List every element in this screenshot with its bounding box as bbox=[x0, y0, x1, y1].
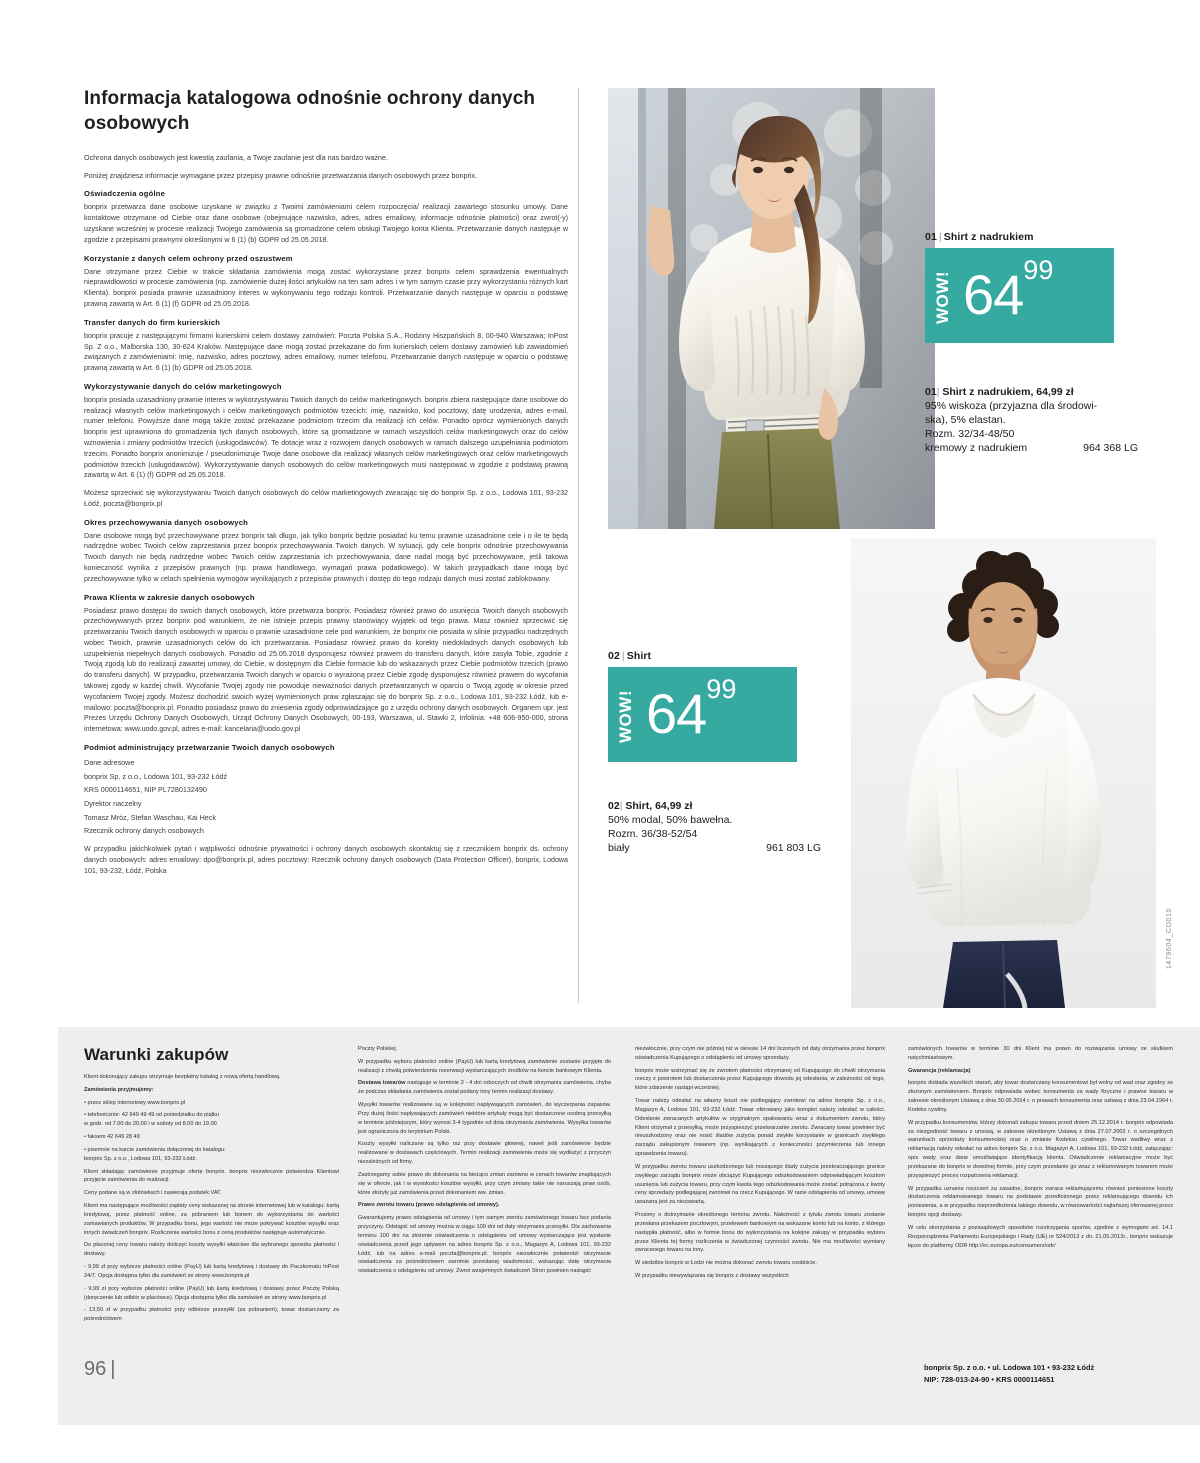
terms-c4-b: bonprix dokłada wszelkich starań, aby towar dostarczany konsumentowi był wolny od wad oraz zgodny ze złożonym zamówieniem. Bonprix odpowiada wobec konsumenta za wady fizyczne i prawne towaru w zakresie określonym Ustawą z dnia 30.05.2014 r. o prawach konsumenta oraz ustawą z dnia 23.04.1964 r. Kodeks cywilny. bbox=[908, 1080, 1173, 1113]
terms-rate-3: - 13,50 zł w przypadku płatności przy odbiorze przesyłki (za pobraniem), towar dostarczamy za pośrednictwem bbox=[84, 1307, 339, 1323]
product-02-size: Rozm. 36/38-52/54 bbox=[608, 827, 698, 840]
privacy-heading-retention: Okres przechowywania danych osobowych bbox=[84, 517, 248, 527]
product-02-desc-number: 02 bbox=[608, 800, 620, 812]
product-02-color-article-row bbox=[608, 842, 821, 856]
terms-order-item-3: • faksem 42 649 28 49 bbox=[84, 1134, 140, 1141]
privacy-body-fraud: Dane otrzymane przez Ciebie w trakcie składania zamówienia mogą zostać wykorzystane przez bonprix celem sprawdzenia ewentualnych nieprawidłowości w procesie zamówienia (np. zamówienie dużej ilości artykułów na ten sam adres i w tym samym czasie przy wykorzystaniu różnych kart Klienta). bonprix posiada prawnie uzasadniony interes w wykonywaniu tego rodzaju kontroli. Przetwarzanie danych następuje w oparciu o podstawę prawną zawartą w Art. 6 (1) (f) GDPR od 25.05.2018. bbox=[84, 267, 568, 308]
product-01-material-line-2: ska), 5% elastan. bbox=[925, 413, 1006, 426]
terms-c2-d: Zastrzegamy sobie prawo do dokonania na bieżąco zmian zarówno w cenach towarów znajdujących się w ofercie, jak i w wysokości kosztów wysyłki, przy czym zmiany takie nie naruszają praw osób, które złożyły już zamówienia przed dokonaniem ww. zmian. bbox=[358, 1171, 611, 1196]
product-02-description bbox=[608, 800, 858, 856]
terms-c3-d: W przypadku zwrotu towaru uszkodzonego lub noszącego ślady zużycia przekraczającego granice zwykłego zarządu bonprix może obciążyć Kupującego odszkodowaniem odpowiadającym kosztom usunięcia lub zużycia towaru, przy czym kwota tego odszkodowania może zostać potrącona z kwoty ceny sprzedaży podlegającej zwrotowi na rzecz Kupującego. W razie odstąpienia od umowy, umowę uważana jest za niezawartą. bbox=[635, 1163, 885, 1206]
page-number: 96 | bbox=[84, 1358, 116, 1380]
product-02-price-badge bbox=[608, 667, 797, 762]
terms-delivery-body: nastąpuje w terminie 2 - 4 dni roboczych od chwili otrzymania zamówienia, chyba że podczas składania zamówienia został podany inny termin realizacji dostawy. bbox=[358, 1080, 611, 1096]
product-01-desc-title: 01| Shirt z nadrukiem, 64,99 zł bbox=[925, 386, 1074, 398]
model-photo-02-graphic bbox=[851, 538, 1156, 1008]
terms-guarantee-heading: Gwarancja (reklamacja) bbox=[908, 1067, 971, 1074]
terms-c2-c: Koszty wysyłki naliczane są tylko raz przy dostawie głównej, nawet jeśli zamówienie będzie realizowane w dostawach częściowych. Termin realizacji zamówienia może się wydłużyć z przyczyn niezależnych od firmy. bbox=[358, 1141, 611, 1166]
terms-column-2 bbox=[358, 1045, 611, 1280]
privacy-body-rights: Posiadasz prawo dostępu do swoich danych osobowych, które przetwarza bonprix. Posiadasz również prawo do usunięcia Twoich danych osobowych przechowywanych przez bonprix pod warunkiem, że nie istnieje przepis prawny stanowiący wyjątek od tego prawa. Masz również sprzeciwić się przetwarzaniu Twoich danych osobowych w oparciu o prawnie uzasadnione cele pod warunkiem, że bonprix nie posiada w silnie przypadku nadrzędnych wobec Twoich, prawnie uzasadnionych celów do ich przetwarzania. Posiadasz również prawo do korekty niedokładnych danych osobowych lub uzupełnienia niepełnych danych osobowych. Ponadto od 25.05.2018 dysponujesz również prawem do transferu danych, które zasyła Tobie, zgodnie z Twoją zgodą lub do realizacji zawartej umowy, do Ciebie, w dostępnym dla Ciebie formacie lub do wskazanych przez Ciebie podmiotów trzecich (prawo do transferu danych). W przypadku, przetwarzania Twoich danych w oparciu o wyrażoną przez Ciebie zgodę dysponujesz również prawem do wycofania takowej zgody w każdej chwili. Wycofanie Twojej zgody nie powoduje nieważności danych przetwarzanych w oparciu o Twoją zgodę w okresie przed wycofaniem Twojej zgody. Możesz dochodzić swoich wyżej wymienionych praw zgłaszając się do bonprix Sp. z o.o., Lodowa 101, 93-232 Łódź, lub e-mailowo: poczta@bonprix.pl. Ponadto posiadasz prawo do zniesienia zgody odprowiadzające go z urzędu ochrony danych osobowych. Organem upr. jest Prezes Urzędu Ochrony Danych Osobowych, Urząd Ochrony Danych Osobowych, 00-193, Warszawa, ul. Stawki 2, Infolinia: +48 606-950-000, strona internetowa: www.uodo.gov.pl, adres e-mail: kancelaria@uodo.gov.pl bbox=[84, 606, 568, 734]
privacy-body-retention: Dane osobowe mogą być przechowywane przez bonprix tak długo, jak tylko bonprix będzie posiadać ku temu prawnie uzasadnione cele i o ile te będą nadrzędne wobec Twoich celów zaprzestania przez bonprix przechowywania Twoich danych. W sytuacji, gdy cele bonprix odnośnie przechowywania Twoich danych nie będą nadrzędne wobec Twoich celów zaprzestania ich przechowywania, dane nadal mogą być przechowywane, jeśli takowa konieczność wynika z przepisów prawnych (np. prawa handlowego, wymagań prawa podatkowego). W takich przypadkach dane mogą być przechowywane tylko w celach spełnienia wymogów wynikających z przepisów prawnych i dostęp do tego rodzaju danych musi zostać zablokowany. bbox=[84, 531, 568, 583]
terms-order-item-2: w godz. od 7.00 do 20.00 i w soboty od 8.00 do 19.00 bbox=[84, 1121, 217, 1128]
privacy-heading-controller: Podmiot administrujący przetwarzanie Twoich danych osobowych bbox=[84, 742, 335, 752]
privacy-body-couriers: bonprix pracuje z następującymi firmami kurierskimi celem dostawy zamówień: Poczta Polska S.A., Rodziny Hiszpańskich 8, 00-940 Warszawa; InPost Sp. Z o.o., Malborska 130, 30-624 Kraków. Następujące dane mogą zostać przekazane do firm kurierskich celem dostawy zamówień lub zawiadomień związanych z zamówieniami: imię, nazwisko, adres pocztowy, adres emailowy, numer telefonu. Przetwarzanie danych następuje w oparciu o podstawę prawną zawartą w Art. 6 (1) (b) GDPR od 25.05.2018. bbox=[84, 331, 568, 373]
page-title: Informacja katalogowa odnośnie ochrony danych osobowych bbox=[84, 88, 536, 135]
terms-prices: Ceny podane są w złotówkach i zawierają podatek VAT. bbox=[84, 1190, 222, 1197]
product-02-price-decimal: 99 bbox=[706, 674, 737, 704]
product-02-desc-name: Shirt, 64,99 zł bbox=[625, 800, 693, 812]
terms-return-body: Gwarantujemy prawo odstąpienia od umowy i tym samym zwrotu zamówionego towaru bez podania przyczyny. Odstąpić od umowy można w ciągu 100 dni od daty otrzymania przesyłki. Dla zachowania terminu 100 dni na złożenie oświadczenia o odstąpieniu od umowy wystarczające jest wysłanie oświadczenia przed jego upływem na adres bonprix Sp. z o.o., Magazyn A, Lodowa 101, 93-232 Łódź, lub na adres e-mail poczta@bonprix.pl. bonprix niezwłocznie potwierdzi otrzymanie oświadczenia za pośrednictwem zwrotnie przesłanej wiadomości, wskazując datę otrzymania oświadczenia o odstąpieniu od umowy. Zwrot wzajemnych świadczeń Stron powinien nastąpić bbox=[358, 1215, 611, 1275]
controller-line-2: KRS 0000114651, NIP PL7280132490 bbox=[84, 785, 207, 795]
product-block-01 bbox=[925, 231, 1175, 343]
product-01-price bbox=[961, 248, 1114, 343]
terms-c2-b: Wysyłki towarów realizowane są w kolejności napływających zamówień, do wyczerpania zapasów. Przy dużej ilości napływających zamówień niektóre artykuły mogą być dostarczone osobną przesyłką w terminie późniejszym, który wynosi 3-4 tygodnie od dnia otrzymania zamówienia. Wysyłka towarów jest ograniczona do terytorium Polski. bbox=[358, 1102, 611, 1135]
product-01-name: Shirt z nadrukiem bbox=[943, 231, 1034, 243]
privacy-body-general: bonprix przetwarza dane osobowe uzyskane w związku z Twoimi zamówieniami celem rozpoczęcia/ realizacji zawartego stosunku umowy. Dane kontaktowe otrzymane od Ciebie oraz dane osobowe (obejmujące nazwisko, adres, adres emailowy, informacje odnośnie płatności) oraz zwrot(-y) uzyskane wcześniej w procesie realizacji Twojego zamówienia są gromadzone celem obsługi Twojego konta Klienta. Przetwarzanie danych następuje w zgodzie z przepisami prawnymi określonymi w 6 (1) (b) GDPR od 25.05.2018. bbox=[84, 203, 568, 244]
privacy-dpo-note: W przypadku jakichkolwiek pytań i wątpliwości odnośnie prywatności i ochrony danych osobowych skontaktuj się z rzecznikiem bonprix ds. ochrony danych osobowych: adres emailowy: dpo@bonprix.pl, adres pocztowy: Rzecznik ochrony danych osobowych (Data Protection Officer), bonprix, Lodowa 101, 93-232, Łódź, Polska bbox=[84, 844, 568, 875]
terms-column-3 bbox=[635, 1045, 885, 1285]
product-01-description bbox=[925, 386, 1175, 456]
terms-c2-payu: W przypadku wyboru płatności online (PayU) lub kartą kredytową zamówienie zostanie przyjęte do realizacji z chwilą potwierdzenia rezerwacji wystarczających środków na koncie bankowym Klienta. bbox=[358, 1058, 611, 1074]
terms-c3-f: W siedzibie bonprix w Łodzi nie można dokonać zwrotu towaru osobiście. bbox=[635, 1260, 817, 1267]
terms-c4-e: W celu skorzystania z pozasądowych sposobów rozstrzygania sporów, zgodnie z wymogami art. 14.1 Rozporządzenia Parlamentu Europejskiego i Rady (UE) nr 524/2013 z dn. 21.05.2013r., bonprix wskazuje łącze do platformy ODR http://ec.europa.eu/consumers/odr/ bbox=[908, 1224, 1173, 1249]
product-02-desc-title: 02| Shirt, 64,99 zł bbox=[608, 800, 693, 812]
terms-shipping-cost: Do płaconej ceny towaru należy doliczyć koszty wysyłki właściwe dla wybranego sposobu płatności i dostawy. bbox=[84, 1242, 339, 1258]
product-01-number: 01 bbox=[925, 231, 937, 243]
privacy-heading-couriers: Transfer danych do firm kurierskich bbox=[84, 317, 221, 327]
product-photo-02 bbox=[851, 538, 1156, 1008]
terms-accept: Klient składając zamówienie przyjmuje ofertę bonprix. bonprix niezwłocznie potwierdza Klientowi przyjęcie zamówienia do realizacji. bbox=[84, 1168, 339, 1184]
product-01-desc-number: 01 bbox=[925, 386, 937, 398]
terms-delivery-heading: Dostawa towarów bbox=[358, 1080, 406, 1087]
terms-rate-2: - 9,99 zł przy wyborze płatności online (PayU) lub kartą kredytową i dostawy przez Pocztę Polską (doręczenie lub odbiór w placówce). Opcja dostępna tylko dla zamówień ze strony www.bonprix.pl bbox=[84, 1285, 339, 1301]
privacy-body-marketing: bonprix posiada uzasadniony prawnie interes w wykorzystywaniu Twoich danych do celów marketingowych. bonprix zbiera następujące dane osobowe do realizacji własnych celów marketingowych i celów marketingowych podmiotów trzecich: imię, nazwisko, kod pocztowy, datę urodzenia, adres e-mail, numer telefonu. Powyższe dane mogą także zostać przekazane podmiotom trzecim dla realizacji ich celów. Ponadto oprócz wymienionych danych bonprix jest uprawniona do gromadzenia tych danych osobowych, które są gromadzone w ramach wszystkich celów marketingowych oraz do celów wznowienia i zmiany podmiotów trzecich (usługodawców). Te dotacje wraz z rozwojem danych osobowych w ramach dalszego uzupełniania podmiotom trzecim. Ponadto bonprix anonimizuje / pseudonimizuje Twoje dane osobowe dla realizacji własnych celów marketingowych oraz celów marketingowych podmiotów trzecich (usługodawców). Wykorzystywanie danych osobowych do celów marketingowych musi następować w zgodzie z podstawą prawną zawartą w Art. 6 (1) (f) GDPR od 25.05.2018. bbox=[84, 395, 568, 480]
product-02-label: 02 | Shirt bbox=[608, 650, 652, 662]
product-02-color: biały bbox=[608, 841, 630, 854]
product-02-price bbox=[644, 667, 797, 762]
privacy-information-column bbox=[84, 86, 568, 883]
terms-order-item-5: bonprix Sp. z o.o., Lodowa 101, 93-232 Łódź. bbox=[84, 1155, 197, 1162]
controller-line-0: Dane adresowe bbox=[84, 757, 135, 767]
controller-line-4: Tomasz Mróz, Stefan Waschau, Kai Heck bbox=[84, 812, 216, 822]
terms-order-item-1: • telefonicznie: 42 649 49 49 od poniedziałku do piątku bbox=[84, 1112, 220, 1119]
catalog-side-code: 1479604_CO010 bbox=[1166, 908, 1173, 970]
product-01-price-integer: 64 bbox=[963, 263, 1024, 327]
footer-company-address bbox=[924, 1362, 1194, 1386]
product-01-label: 01 | Shirt z nadrukiem bbox=[925, 231, 1034, 243]
terms-c3-c: Towar należy odesłać na własny koszt nie podlegający zwrotowi na adres bonprix Sp. z o.o., Magazyn A, Lodowa 101, 93-232 Łódź. Towar oferowany jako komplet należy odesłać w całości. Odesłanie zwracanych artykułów w oryginalnym opakowaniu wraz z dokumentem zwrotu, który Klient otrzymał z przesyłką, może przyspieszyć przetwarzanie zwrotu. Zwracany towar powinien być nieuszkodzony oraz nie nosić śladów zużycia ponad zwykłe korzystanie w granicach zwykłego zarządu zakupionym towarem (np. wynikających z konieczności przymierzenia lub innego sprawdzenia towaru). bbox=[635, 1098, 885, 1158]
product-02-price-integer: 64 bbox=[646, 682, 707, 746]
terms-order-item-0: • przez sklep internetowy www.bonprix.pl bbox=[84, 1099, 186, 1106]
wow-badge-01: WOW! bbox=[933, 271, 952, 324]
product-01-color-article-row bbox=[925, 442, 1138, 456]
product-01-size: Rozm. 32/34-48/50 bbox=[925, 427, 1015, 440]
privacy-lead-1: Ochrona danych osobowych jest kwestią zaufania, a Twoje zaufanie jest dla nas bardzo ważne. bbox=[84, 153, 388, 163]
product-02-material-line-1: 50% modal, 50% bawełna. bbox=[608, 813, 733, 826]
terms-c4-a: zamówionych towarów w terminie 30 dni Klient ma prawo do rozwiązania umowy ze skutkiem natychmiastowym. bbox=[908, 1046, 1173, 1061]
terms-orders-heading: Zamówienia przyjmujemy: bbox=[84, 1086, 154, 1093]
product-02-number: 02 bbox=[608, 650, 620, 662]
product-01-price-decimal: 99 bbox=[1023, 255, 1054, 285]
product-01-desc-name: Shirt z nadrukiem, 64,99 zł bbox=[942, 386, 1074, 398]
privacy-opt-out: Możesz sprzeciwić się wykorzystywaniu Twoich danych osobowych do celów marketingowych zwracając się do bonprix Sp. z o.o., Lodowa 101, 93-232 Łódź, poczta@bonprix.pl bbox=[84, 489, 568, 508]
privacy-heading-fraud: Korzystanie z danych celem ochrony przed oszustwem bbox=[84, 253, 293, 263]
product-01-article-number: 964 368 LG bbox=[1083, 441, 1138, 454]
column-divider bbox=[578, 88, 579, 1003]
product-photo-01 bbox=[608, 88, 935, 529]
privacy-heading-general: Oświadczenia ogólne bbox=[84, 189, 166, 199]
privacy-lead-2: Poniżej znajdziesz informacje wymagane przez przepisy prawne odnośnie przetwarzania danych osobowych przez bonprix. bbox=[84, 171, 478, 181]
model-photo-01-graphic bbox=[608, 88, 935, 529]
terms-return-heading: Prawo zwrotu towaru (prawo odstąpienia od umowy). bbox=[358, 1202, 500, 1209]
terms-c3-e: Prosimy o dotrzymanie określonego terminu zwrotu. Należność z tytułu zwrotu towaru zostanie przesłana przekazem pocztowym, przelewem bankowym na wskazane konto lub na konto, z którego następiła płatność, albo w formie bonu do wykorzystania na kolejne zakupy w przypadku wyboru przez Klienta tej formy rozliczenia w świadczonej czynności zwrotu. Nie ma możliwości wymiany zwracanego towaru na inny. bbox=[635, 1212, 885, 1254]
terms-payment: Klient ma następujące możliwości zapłaty ceny wskazanej na stronie internetowej lub w katalogu: kartą kredytową, przez płatność online, za pobraniem lub bonem do wykorzystania do wartości zamawianych produktów. W przypadku bonu, jego wartość nie może pokrywać kosztów wysyłki oraz innych świadczeń bonprix. Rozliczenie wartości bonu z ceną produktów następuje automatycznie. bbox=[84, 1203, 339, 1236]
terms-column-1 bbox=[84, 1073, 339, 1328]
page-number-value: 96 bbox=[84, 1358, 107, 1380]
wow-badge-02: WOW! bbox=[616, 690, 635, 743]
terms-order-item-4: • pisemnie na karcie zamówienia dołączonej do katalogu: bbox=[84, 1146, 226, 1153]
product-01-material-line-1: 95% wiskoza (przyjazna dla środowi- bbox=[925, 399, 1098, 412]
product-block-02 bbox=[608, 650, 858, 762]
terms-title: Warunki zakupów bbox=[84, 1045, 229, 1064]
product-01-price-badge bbox=[925, 248, 1114, 343]
footer-address-line-1: bonprix Sp. z o.o. • ul. Lodowa 101 • 93-232 Łódź bbox=[924, 1363, 1095, 1372]
privacy-heading-marketing: Wykorzystywanie danych do celów marketingowych bbox=[84, 381, 282, 391]
terms-c3-a: niezwłocznie, przy czym nie później niż w okresie 14 dni liczonych od daty otrzymania przez bonprix oświadczenia Kupującego o odstąpieniu od umowy sprzedaży. bbox=[635, 1046, 885, 1061]
controller-line-3: Dyrektor naczelny bbox=[84, 798, 142, 808]
product-02-article-number: 961 803 LG bbox=[766, 841, 821, 854]
controller-line-1: bonprix Sp. z o.o., Lodowa 101, 93-232 Łódź bbox=[84, 771, 228, 781]
terms-rate-1: - 9,99 zł przy wyborze płatności online (PayU) lub kartą kredytową i dostawy do Paczkomatu InPost 24/7. Opcja dostępna tylko dla zamówień ze strony www.bonprix.pl bbox=[84, 1264, 339, 1279]
terms-c4-d: W przypadku uznania roszczeń za zasadne, bonprix zwraca reklamującemu również poniesione koszty dostarczenia reklamowanego towaru na podstawie przedłożonego przez reklamującego dowodu ich poniesienia, a w przypadku nieprzedłożenia takiego dowodu, w równowartości najtańszej oferowanej przez bonprix opcji dostawy. bbox=[908, 1185, 1173, 1219]
terms-intro: Klient dokonujący zakupu otrzymuje bezpłatny katalog z nową ofertą handlową. bbox=[84, 1074, 281, 1080]
product-02-name: Shirt bbox=[626, 650, 652, 662]
privacy-heading-rights: Prawa Klienta w zakresie danych osobowych bbox=[84, 592, 255, 602]
terms-c3-g: W przypadku niewywiązania się bonprix z dostawy wszystkich bbox=[635, 1273, 789, 1280]
terms-c3-b: bonprix może wstrzymać się ze zwrotem płatności otrzymanej od Kupującego do chwili otrzymania rzeczy z powrotem lub dostarczenia przez Kupującego dowodu jej odesłania, w zależności od tego, które zdarzenie nastąpi wcześniej. bbox=[635, 1067, 885, 1092]
terms-c2-start: Poczty Polskiej. bbox=[358, 1046, 398, 1052]
terms-column-4 bbox=[908, 1045, 1173, 1254]
terms-c4-c: W przypadku konsumentów, którzy dokonali zakupu towaru przed dniem 25.12.2014 r. bonprix odpowiada za niezgodność towaru z umową, w zakresie określonym Ustawą z dnia 27.07.2002 r. o szczególnych warunkach sprzedaży konsumenckiej oraz o zmianie Kodeksu cywilnego. Towar wadliwy wraz z reklamacją należy odesłać na adres bonprix Sp. z o.o. Magazyn A, Lodowa 101, 93-232 Łódź, załączając: opis wady oraz dane umożliwiające identyfikację klienta. Oświadczenie reklamacyjne może być przekazane do bonprix w dowolnej formie, przy czym przesłanie go wraz z reklamowanym towarem może przyspieszyć proces rozpatrzenia reklamacji. bbox=[908, 1119, 1173, 1179]
product-01-color: kremowy z nadrukiem bbox=[925, 441, 1028, 454]
footer-address-line-2: NIP: 728-013-24-90 • KRS 0000114651 bbox=[924, 1375, 1055, 1385]
controller-line-5: Rzecznik ochrony danych osobowych bbox=[84, 826, 204, 836]
